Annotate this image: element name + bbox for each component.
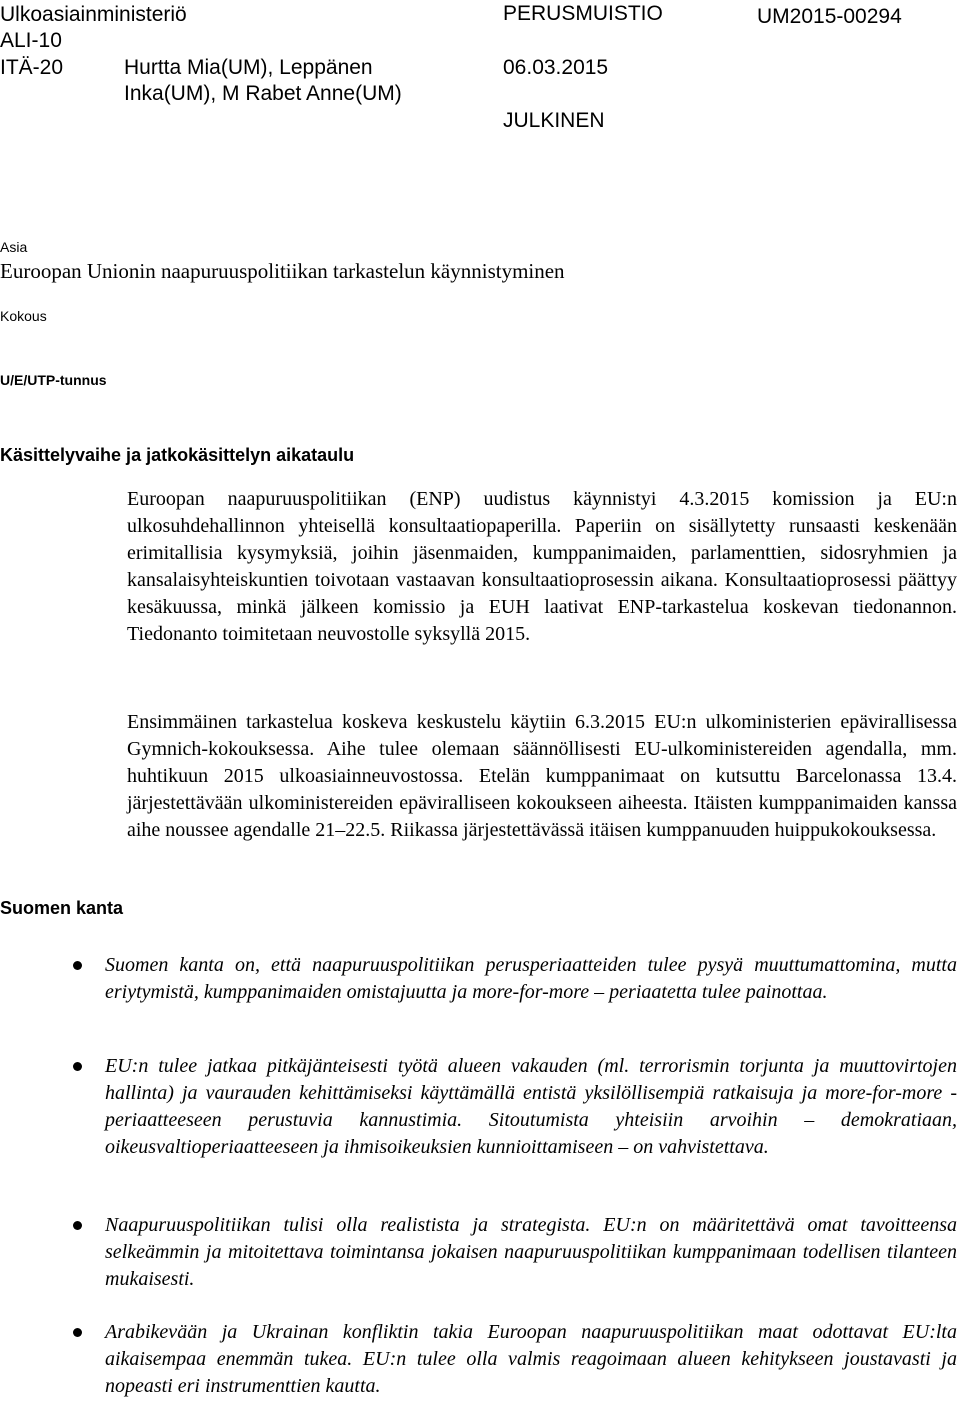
authors-line-1: Hurtta Mia(UM), Leppänen [124,56,373,79]
bullet-icon [73,1221,82,1230]
kasittely-paragraph-2: Ensimmäinen tarkastelua koskeva keskustelu käytiin 6.3.2015 EU:n ulkoministerien epävirallisessa Gymnich-kokouksessa. Aihe tulee olemaan säännöllisesti EU-ulkoministereiden agendalla, mm. huhtikuun 2015 ulkoasiainneuvostossa. Etelän kumppanimaat on kutsuttu Barcelonassa 13.4. järjestettävään ulkoministereiden epäviralliseen kokoukseen aiheesta. Itäisten kumppanimaiden kanssa aihe noussee agendalle 21–22.5. Riikassa järjestettävässä itäisen kumppanuuden huippukokouksessa. [127,711,957,841]
authors-line-2: Inka(UM), M Rabet Anne(UM) [124,82,402,105]
organization-name: Ulkoasiainministeriö [0,3,187,26]
kokous-label: Kokous [0,308,47,324]
kanta-bullet-4: Arabikevään ja Ukrainan konfliktin takia Euroopan naapuruuspolitiikan maat odottavat EU:lta aikaisempaa enemmän tukea. EU:n tulee olla valmis reagoimaan alueen kehitykseen joustavasti ja nopeasti eri instrumenttien kautta. [105,1321,957,1397]
subunit-code: ITÄ-20 [0,56,64,79]
asia-value: Euroopan Unionin naapuruuspolitiikan tarkastelun käynnistyminen [0,259,565,283]
kanta-bullet-2: EU:n tulee jatkaa pitkäjänteisesti työtä alueen vakauden (ml. terrorismin torjunta ja muuttovirtojen hallinta) ja vaurauden kehittämiseksi käyttämällä entistä yksilöllisempiä ratkaisuja ja more-for-more -periaatteeseen perustuvia kannustimia. Sitoutumista yhteisiin arvoihin – demokratiaan, oikeusvaltioperiaatteeseen ja ihmisoikeuksien kunnioittamiseen – on vahvistettava. [105,1055,957,1158]
kanta-bullet-3: Naapuruuspolitiikan tulisi olla realistista ja strategista. EU:n on määritettävä omat tavoitteensa selkeämmin ja mitoitettava toimintansa jokaisen naapuruuspolitiikan kumppanimaan todellisen tilanteen mukaisesti. [105,1214,957,1290]
bullet-icon [73,1062,82,1071]
classification: JULKINEN [503,109,605,132]
utp-label: U/E/UTP-tunnus [0,372,107,388]
kasittely-paragraph-1: Euroopan naapuruuspolitiikan (ENP) uudistus käynnistyi 4.3.2015 komission ja EU:n ulkosuhdehallinnon yhteisellä konsultaatiopaperilla. Paperiin on sisällytetty runsaasti keskenään erimitallisia kysymyksiä, joihin jäsenmaiden, kumppanimaiden, parlamenttien, sidosryhmien ja kansalaisyhteiskuntien toivotaan vastaavan konsultaatioprosessin aikana. Konsultaatioprosessi päättyy kesäkuussa, minkä jälkeen komissio ja EUH laativat ENP-tarkastelua koskevan tiedonannon. Tiedonanto toimitetaan neuvostolle syksyllä 2015. [127,488,957,645]
bullet-icon [73,961,82,970]
document-type: PERUSMUISTIO [503,2,663,25]
document-id: UM2015-00294 [757,5,902,28]
document-date: 06.03.2015 [503,56,609,79]
kanta-bullet-1: Suomen kanta on, että naapuruuspolitiikan perusperiaatteiden tulee pysyä muuttumattomina, mutta eriytymistä, kumppanimaiden omistajuutta ja more-for-more – periaatetta tulee painottaa. [105,954,957,1003]
kanta-label: Suomen kanta [0,898,124,918]
asia-label: Asia [0,239,28,255]
unit-code: ALI-10 [0,29,62,52]
bullet-icon [73,1328,82,1337]
kasittely-label: Käsittelyvaihe ja jatkokäsittelyn aikataulu [0,445,355,465]
